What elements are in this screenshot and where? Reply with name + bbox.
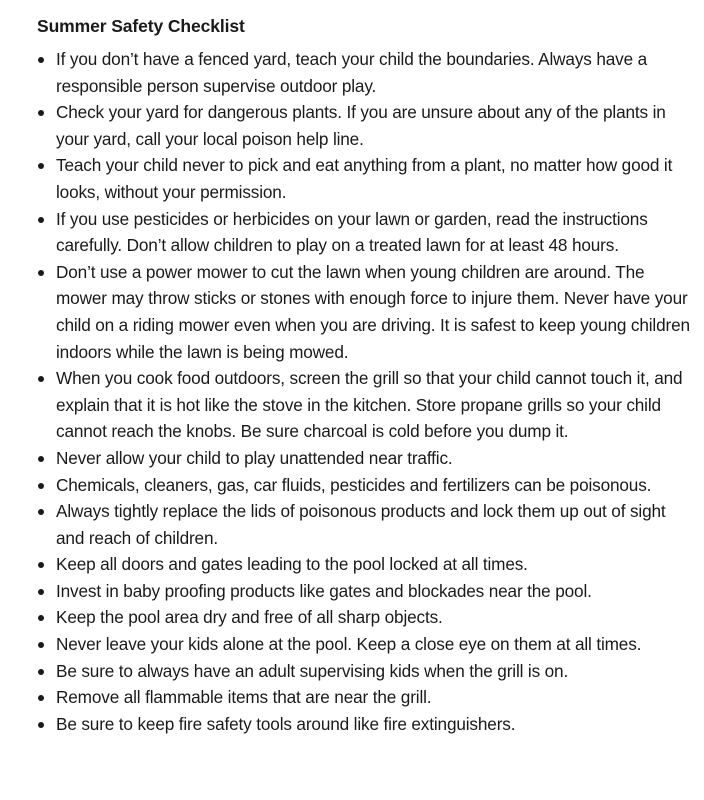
list-item: Chemicals, cleaners, gas, car fluids, pesticides and fertilizers can be poisonous. <box>37 472 694 499</box>
list-item: Keep all doors and gates leading to the pool locked at all times. <box>37 551 694 578</box>
list-item: Be sure to keep fire safety tools around like fire extinguishers. <box>37 711 694 738</box>
list-item: Be sure to always have an adult supervising kids when the grill is on. <box>37 658 694 685</box>
list-item: Teach your child never to pick and eat anything from a plant, no matter how good it looks, without your permission. <box>37 152 694 205</box>
list-item: Keep the pool area dry and free of all sharp objects. <box>37 604 694 631</box>
page-title: Summer Safety Checklist <box>37 16 245 36</box>
list-item: If you don’t have a fenced yard, teach your child the boundaries. Always have a responsible person supervise outdoor play. <box>37 46 694 99</box>
list-item: If you use pesticides or herbicides on your lawn or garden, read the instructions carefully. Don’t allow children to play on a treated lawn for at least 48 hours. <box>37 206 694 259</box>
list-item: Check your yard for dangerous plants. If you are unsure about any of the plants in your yard, call your local poison help line. <box>37 99 694 152</box>
list-item: When you cook food outdoors, screen the grill so that your child cannot touch it, and explain that it is hot like the stove in the kitchen. Store propane grills so your child cannot reach the knobs. Be sure charcoal is cold before you dump it. <box>37 365 694 445</box>
checklist <box>37 46 694 737</box>
list-item: Never leave your kids alone at the pool. Keep a close eye on them at all times. <box>37 631 694 658</box>
list-item: Always tightly replace the lids of poisonous products and lock them up out of sight and reach of children. <box>37 498 694 551</box>
list-item: Invest in baby proofing products like gates and blockades near the pool. <box>37 578 694 605</box>
list-item: Remove all flammable items that are near the grill. <box>37 684 694 711</box>
list-item: Don’t use a power mower to cut the lawn when young children are around. The mower may throw sticks or stones with enough force to injure them. Never have your child on a riding mower even when you are driving. It is safest to keep young children indoors while the lawn is being mowed. <box>37 259 694 365</box>
list-item: Never allow your child to play unattended near traffic. <box>37 445 694 472</box>
